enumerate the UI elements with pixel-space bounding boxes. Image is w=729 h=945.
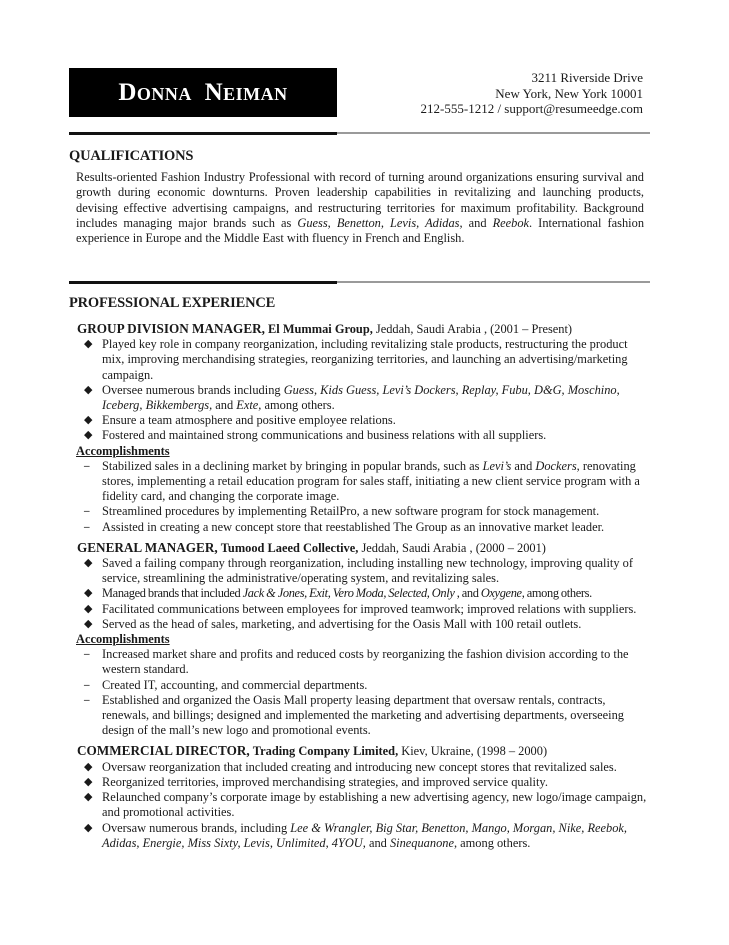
diamond-bullet-icon: ◆ xyxy=(84,775,93,788)
item-text: Relaunched company’s corporate image by establishing a new advertising agency, new logo/image campaign, and promotional activities. xyxy=(102,790,647,820)
item-text-part: among others. xyxy=(524,586,592,601)
bullet-item xyxy=(77,556,652,586)
candidate-name: Donna Neiman xyxy=(118,78,288,106)
item-text xyxy=(102,586,592,600)
item-text-part: Dockers xyxy=(535,458,577,473)
company-name: El Mummai Group, xyxy=(268,322,373,336)
accomplishment-list xyxy=(77,459,652,535)
accomplishment-item xyxy=(77,520,652,535)
item-text: Increased market share and profits and reduced costs by reorganizing the fashion division according to the western standard. xyxy=(102,647,629,677)
item-text: Facilitated communications between employees for improved teamwork; improved relations with suppliers. xyxy=(102,601,637,616)
item-text-part: Jack & Jones, Exit, Vero Moda, Selected, Only xyxy=(242,586,455,601)
job-title: COMMERCIAL DIRECTOR, xyxy=(77,743,250,759)
qualifications-heading: QUALIFICATIONS xyxy=(69,148,194,164)
job-location-dates: Jeddah, Saudi Arabia , (2000 – 2001) xyxy=(358,540,546,555)
bullet-item xyxy=(77,428,652,443)
responsibility-list xyxy=(77,760,652,851)
bullet-item xyxy=(77,586,652,601)
item-text: Saved a failing company through reorganization, including installing new technology, improving quality of service, streamlining the administrative/operating system, and revitalizing sales. xyxy=(102,556,633,586)
accomplishments-label: Accomplishments xyxy=(76,632,170,647)
item-text: Reorganized territories, improved merchandising strategies, and improved service quality. xyxy=(102,774,548,789)
diamond-bullet-icon: ◆ xyxy=(84,383,93,396)
diamond-bullet-icon: ◆ xyxy=(84,429,93,442)
experience-heading: PROFESSIONAL EXPERIENCE xyxy=(69,295,276,311)
item-text-part: , renovating stores, implementing a retail education program for sales staff, initiating a new client service program with a fidelity card, and changing the corporate image. xyxy=(102,458,640,504)
item-text: Streamlined procedures by implementing RetailPro, a new software program for stock management. xyxy=(102,504,600,519)
diamond-bullet-icon: ◆ xyxy=(84,617,93,630)
item-text xyxy=(102,821,627,850)
experience-list xyxy=(77,321,652,851)
dash-bullet-icon: – xyxy=(84,505,90,518)
item-text-part: Guess, Kids Guess, Levi’s Dockers, Replay, Fubu, D&G, Moschino, Iceberg, Bikkembergs, xyxy=(102,382,620,413)
accomplishment-list xyxy=(77,647,652,738)
bullet-item xyxy=(77,760,652,775)
item-text-part: among others. xyxy=(261,398,335,413)
job-heading xyxy=(77,321,652,337)
address-line-2: New York, New York 10001 xyxy=(495,85,643,101)
item-text-part: , and xyxy=(454,586,481,601)
job-title: GENERAL MANAGER, xyxy=(77,539,218,555)
item-text: Ensure a team atmosphere and positive employee relations. xyxy=(102,413,396,428)
dash-bullet-icon: – xyxy=(84,648,90,661)
contact-info xyxy=(421,70,643,117)
job-location-dates: Kiev, Ukraine, (1998 – 2000) xyxy=(398,744,548,759)
item-text: Oversaw reorganization that included creating and introducing new concept stores that revitalized sales. xyxy=(102,759,617,774)
bullet-item xyxy=(77,337,652,383)
item-text xyxy=(102,383,620,412)
item-text-part: Levi’s xyxy=(482,458,512,473)
bullet-item xyxy=(77,383,652,413)
diamond-bullet-icon: ◆ xyxy=(84,587,93,600)
bullet-item xyxy=(77,413,652,428)
dash-bullet-icon: – xyxy=(84,459,90,472)
item-text: Served as the head of sales, marketing, and advertising for the Oasis Mall with 100 retail outlets. xyxy=(102,616,582,631)
accomplishment-item xyxy=(77,678,652,693)
bullet-item xyxy=(77,617,652,632)
accomplishment-item xyxy=(77,693,652,739)
job-entry xyxy=(77,321,652,535)
bullet-item xyxy=(77,790,652,820)
item-text: Assisted in creating a new concept store that reestablished The Group as an innovative market leader. xyxy=(102,519,605,534)
phone-email: 212-555-1212 / support@resumeedge.com xyxy=(420,101,643,116)
company-name: Tumood Laeed Collective, xyxy=(220,540,359,555)
item-text-part: and xyxy=(212,398,237,413)
item-text: Established and organized the Oasis Mall property leasing department that oversaw rentals, contracts, renewals, and billings; designed and implemented the marketing and advertising departments, overseeing design of the mall’s new logo and promotional events. xyxy=(102,692,624,738)
item-text-part: and xyxy=(365,835,390,850)
job-heading xyxy=(77,540,652,556)
diamond-bullet-icon: ◆ xyxy=(84,338,93,351)
diamond-bullet-icon: ◆ xyxy=(84,821,93,834)
item-text-part: Stabilized sales in a declining market by bringing in popular brands, such as xyxy=(102,458,483,473)
company-name: Trading Company Limited, xyxy=(252,744,399,759)
address-line-1: 3211 Riverside Drive xyxy=(531,70,643,85)
item-text-part: Oxygene, xyxy=(480,586,525,601)
item-text xyxy=(102,459,640,503)
item-text-part: , among others. xyxy=(453,835,531,850)
accomplishment-item xyxy=(77,459,652,505)
item-text: Played key role in company reorganization, including revitalizing stale products, restructuring the product mix, improving merchandising strategies, reorganizing territories, and launching an advertising/marketing campaign. xyxy=(102,337,628,382)
item-text-part: and xyxy=(511,458,536,473)
item-text-part: Oversee numerous brands including xyxy=(102,382,284,397)
diamond-bullet-icon: ◆ xyxy=(84,414,93,427)
job-entry xyxy=(77,743,652,850)
job-title: GROUP DIVISION MANAGER, xyxy=(77,321,265,336)
item-text-part: Exte, xyxy=(236,398,262,413)
divider xyxy=(69,281,650,283)
job-heading xyxy=(77,743,652,759)
accomplishment-item xyxy=(77,504,652,519)
dash-bullet-icon: – xyxy=(84,678,90,691)
qualifications-summary: Results-oriented Fashion Industry Professional with record of turning around organizations ensuring survival and growth during economic downturns. Proven leadership capabilities in revitalizing and launching products, devising effective advertising campaigns, and restructuring territories for maximum profitability. Background includes managing major brands such as Guess, Benetton, Levis, Adidas, and Reebok. International fashion experience in Europe and the Middle East with fluency in French and English. xyxy=(76,170,645,246)
item-text: Created IT, accounting, and commercial departments. xyxy=(102,677,368,692)
item-text-part: Oversaw numerous brands, including xyxy=(102,820,291,835)
item-text-part: Sinequanone xyxy=(389,835,454,850)
item-text: Fostered and maintained strong communications and business relations with all suppliers. xyxy=(102,428,547,443)
bullet-item xyxy=(77,821,652,851)
accomplishment-item xyxy=(77,647,652,677)
item-text-part: Managed brands that included xyxy=(102,586,243,601)
dash-bullet-icon: – xyxy=(84,693,90,706)
item-text-part: Lee & Wrangler, Big Star, Benetton, Mango, Morgan, Nike, Reebok, Adidas, Energie, Miss Sixty, Levis, Unlimited, 4YOU, xyxy=(102,820,628,850)
bullet-item xyxy=(77,602,652,617)
job-entry xyxy=(77,540,652,739)
job-location-dates: Jeddah, Saudi Arabia , (2001 – Present) xyxy=(372,322,573,336)
bullet-item xyxy=(77,775,652,790)
diamond-bullet-icon: ◆ xyxy=(84,602,93,615)
name-banner xyxy=(69,68,337,117)
responsibility-list xyxy=(77,556,652,632)
responsibility-list xyxy=(77,337,652,443)
divider xyxy=(69,132,650,134)
accomplishments-label: Accomplishments xyxy=(76,443,170,458)
diamond-bullet-icon: ◆ xyxy=(84,760,93,773)
dash-bullet-icon: – xyxy=(84,520,90,533)
diamond-bullet-icon: ◆ xyxy=(84,557,93,570)
diamond-bullet-icon: ◆ xyxy=(84,791,93,804)
